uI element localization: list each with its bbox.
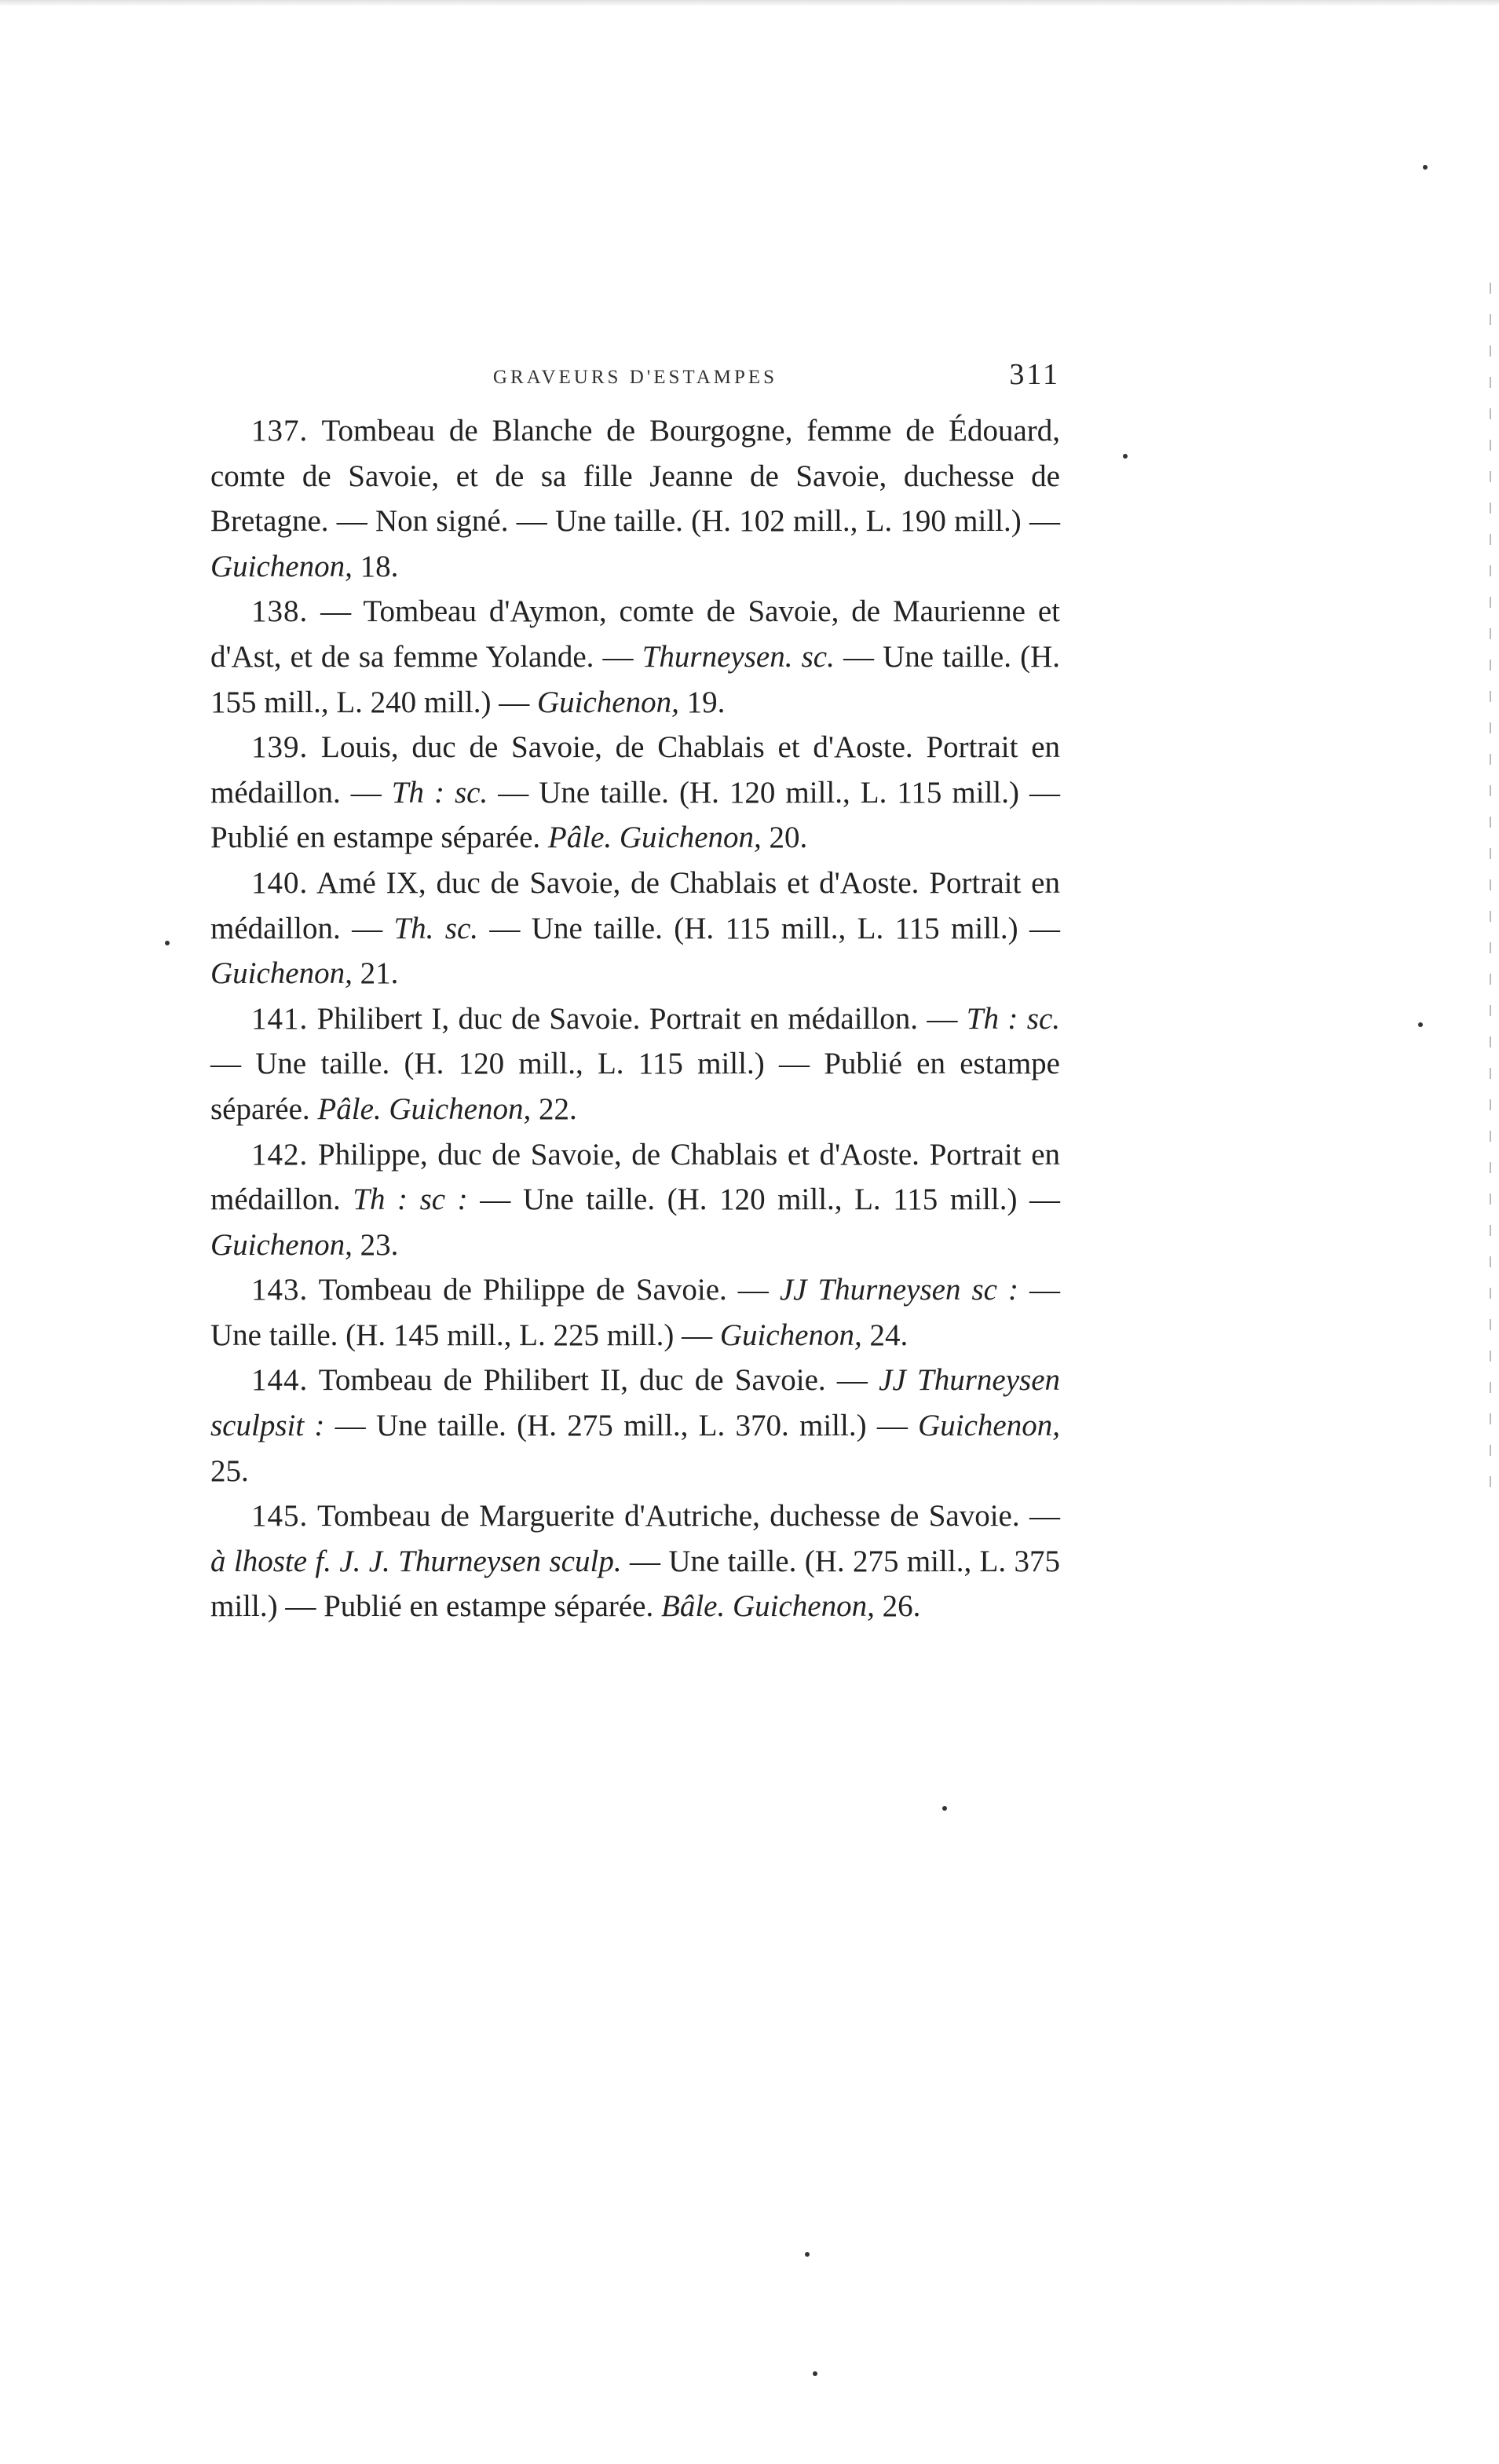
catalogue-entry: [210, 1358, 1060, 1493]
catalogue-entry: [210, 861, 1060, 996]
entry-number: 139.: [251, 730, 309, 765]
entry-reference: Th : sc.: [966, 1001, 1061, 1036]
entry-text: Amé IX, duc de Savoie, de Chablais et d'Aoste. Portrait en médaillon. —: [210, 865, 1060, 945]
entry-reference: Guichenon,: [210, 956, 353, 991]
entry-text: — Tombeau d'Aymon, comte de Savoie, de Maurienne et d'Ast, et de sa femme Yolande. —: [210, 594, 1060, 674]
page-number: 311: [1009, 358, 1060, 391]
entry-text: Tombeau de Philibert II, duc de Savoie. —: [318, 1363, 879, 1398]
entry-reference: Bâle. Guichenon,: [661, 1589, 875, 1624]
entry-number: 145.: [251, 1499, 309, 1534]
scan-top-edge: [0, 0, 1499, 6]
entry-reference: Guichenon,: [210, 549, 353, 583]
entry-text-tail: — Une taille. (H. 120 mill., L. 115 mill.) — Publié en estampe séparée.: [210, 775, 1060, 855]
scan-speck: [813, 2371, 817, 2376]
entry-reference: Guichenon,: [537, 685, 679, 719]
entry-reference: Guichenon,: [210, 1227, 353, 1262]
entry-text-tail: 25.: [210, 1453, 249, 1488]
entry-text: Louis, duc de Savoie, de Chablais et d'Aoste. Portrait en médaillon. —: [210, 730, 1060, 810]
scan-speck: [165, 941, 170, 945]
entry-text-tail: 20.: [761, 821, 808, 855]
catalogue-entry: [210, 589, 1060, 725]
entry-number: 137.: [251, 414, 309, 448]
entry-text: Philippe, duc de Savoie, de Chablais et d'Aoste. Portrait en médaillon.: [210, 1137, 1061, 1217]
catalogue-entry: [210, 408, 1060, 589]
entry-text-tail: — Une taille. (H. 275 mill., L. 370. mill.) —: [324, 1409, 919, 1443]
catalogue-entries: [210, 408, 1060, 1629]
entry-number: 142.: [251, 1137, 309, 1172]
entry-number: 143.: [251, 1273, 309, 1307]
entry-text-tail: — Une taille. (H. 120 mill., L. 115 mill.) — Publié en estampe séparée.: [210, 1047, 1060, 1126]
entry-reference: JJ Thurneysen sculpsit :: [210, 1363, 1061, 1443]
entry-number: 140.: [251, 865, 309, 900]
entry-text-tail: — Une taille. (H. 275 mill., L. 375 mill.) — Publié en estampe séparée.: [210, 1544, 1060, 1624]
entry-text-tail: 22.: [531, 1091, 577, 1126]
entry-reference: Th. sc.: [393, 911, 479, 945]
entry-reference: Pâle. Guichenon,: [317, 1091, 532, 1126]
entry-text-tail: — Une taille. (H. 115 mill., L. 115 mill.) —: [478, 911, 1060, 945]
catalogue-entry: [210, 996, 1060, 1132]
scan-speck: [1123, 454, 1128, 459]
entry-reference: Guichenon,: [719, 1318, 862, 1352]
entry-text-tail: 18.: [352, 549, 399, 583]
entry-reference: Th : sc :: [353, 1183, 468, 1217]
entry-text-tail: 19.: [678, 685, 726, 719]
entry-text-tail: 24.: [861, 1318, 909, 1352]
entry-text: Tombeau de Philippe de Savoie. —: [318, 1273, 780, 1307]
page-header: [210, 357, 1060, 404]
scan-speck: [942, 1806, 947, 1811]
entry-reference: Pâle. Guichenon,: [547, 821, 762, 855]
catalogue-entry: [210, 1132, 1060, 1268]
catalogue-entry: [210, 1493, 1060, 1629]
scan-right-edge: [1490, 283, 1491, 1492]
running-head: GRAVEURS D'ESTAMPES: [492, 367, 778, 388]
catalogue-entry: [210, 1267, 1060, 1358]
entry-text-tail: 23.: [352, 1227, 399, 1262]
entry-text: Philibert I, duc de Savoie. Portrait en médaillon. —: [316, 1001, 967, 1036]
entry-text: Tombeau de Marguerite d'Autriche, duchesse de Savoie. —: [316, 1499, 1061, 1534]
entry-reference: Th : sc.: [391, 775, 488, 810]
entry-text-tail: 26.: [874, 1589, 921, 1624]
entry-number: 144.: [251, 1363, 309, 1398]
entry-text-tail: — Une taille. (H. 120 mill., L. 115 mill.) —: [467, 1183, 1061, 1217]
scan-speck: [1418, 1022, 1423, 1027]
catalogue-entry: [210, 725, 1060, 861]
entry-reference: Guichenon,: [918, 1409, 1060, 1443]
entry-text: Tombeau de Blanche de Bourgogne, femme de Édouard, comte de Savoie, et de sa fille Jeanne de Savoie, duchesse de Bretagne. — Non signé. — Une taille. (H. 102 mill., L. 190 mill.) —: [210, 414, 1060, 539]
entry-reference: JJ Thurneysen sc :: [779, 1273, 1018, 1307]
entry-text-tail: — Une taille. (H. 155 mill., L. 240 mill.) —: [210, 639, 1060, 719]
entry-reference: Thurneysen. sc.: [642, 639, 835, 674]
entry-text-tail: 21.: [352, 956, 399, 991]
entry-reference: à lhoste f. J. J. Thurneysen sculp.: [210, 1544, 622, 1578]
entry-text-tail: — Une taille. (H. 145 mill., L. 225 mill.) —: [210, 1273, 1061, 1352]
entry-number: 138.: [251, 594, 309, 629]
entry-number: 141.: [251, 1001, 309, 1036]
scan-speck: [805, 2252, 810, 2257]
scan-speck: [1423, 165, 1428, 170]
